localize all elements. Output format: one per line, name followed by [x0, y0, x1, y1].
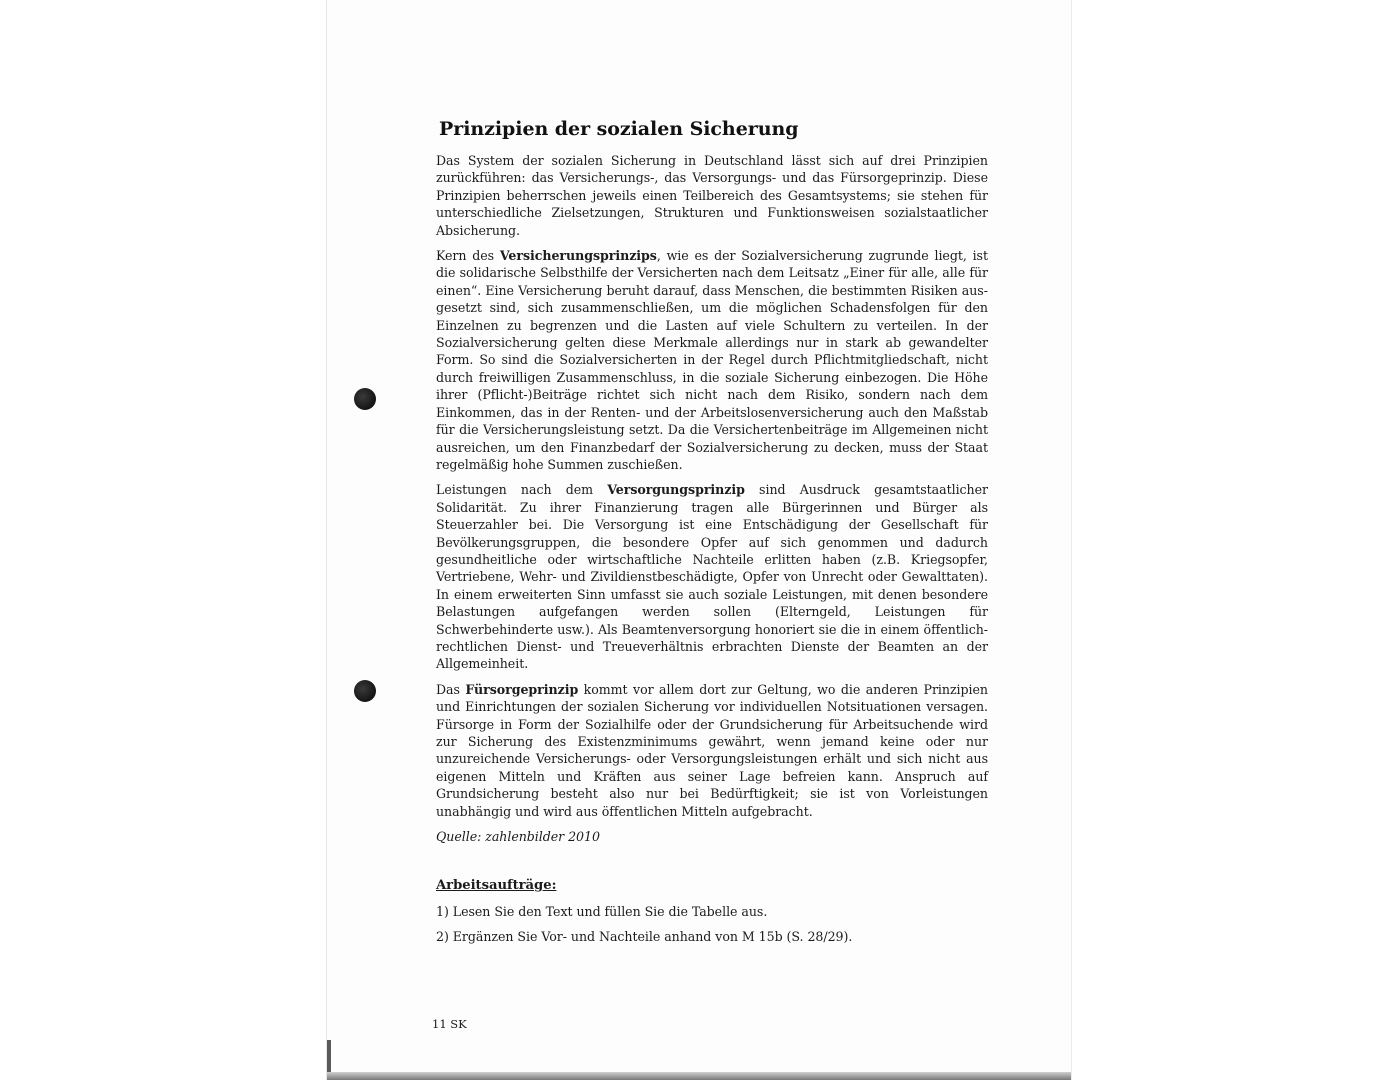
document-title: Prinzipien der sozialen Sicherung — [439, 118, 799, 140]
paper-bottom-shadow — [327, 1072, 1071, 1080]
task-item: 1) Lesen Sie den Text und füllen Sie die Tabelle aus. — [436, 903, 768, 919]
page-footer: 11 SK — [432, 1017, 467, 1031]
term-fuersorgeprinzip: Fürsorgeprinzip — [465, 681, 579, 697]
source-citation: Quelle: zahlenbilder 2010 — [436, 829, 600, 845]
document-body — [436, 116, 988, 954]
intro-paragraph: Das System der sozialen Sicherung in Deutschland lässt sich auf drei Prinzipien zurückführen: das Versicherungs-, das Versorgungs- und das Fürsorgeprinzip. Diese Prinzipien beherrschen jeweils einen Teilbereich des Gesamtsystems; sie stehen für unterschiedliche Zielsetzungen, Strukturen und Funktionsweisen sozialstaatlicher Absicherung. — [436, 153, 988, 238]
tasks-heading: Arbeitsaufträge: — [436, 878, 557, 894]
task-item: 2) Ergänzen Sie Vor- und Nachteile anhand von M 15b (S. 28/29). — [436, 929, 853, 945]
paragraph-lead: Das — [436, 681, 466, 697]
versicherung-paragraph — [436, 247, 988, 473]
fuersorge-paragraph — [436, 681, 988, 820]
paragraph-body: kommt vor allem dort zur Geltung, wo die anderen Prinzipien und Einrichtungen der sozialen Sicherung vor individuellen Notsituationen versagen. Fürsorge in Form der Sozialhilfe oder der Grundsicherung für Arbeitsuchende wird zur Sicherung des Existenzminimums gewährt, wenn jemand keine oder nur unzureichende Versicherungs- oder Versorgungsleistungen erhält und sich nicht aus eigenen Mitteln und Kräften aus seiner Lage befreien kann. Anspruch auf Grundsicherung besteht also nur bei Bedürftigkeit; sie ist von Vorleistungen unabhängig und wird aus öffentlichen Mitteln aufgebracht. — [436, 681, 988, 819]
paragraph-body: , wie es der Sozialversicherung zugrunde liegt, ist die solidarische Selbsthilfe der Versicherten nach dem Leitsatz „Einer für alle, alle für einen“. Eine Versicherung beruht darauf, dass Menschen, die bestimmten Risiken ausgesetzt sind, sich zusammenschließen, um die möglichen Schadensfolgen für den Einzelnen zu begrenzen und die Lasten auf viele Schultern zu verteilen. In der Sozialversicherung gelten diese Merkmale allerdings nur in stark ab gewandelter Form. So sind die Sozialversicherten in der Regel durch Pflichtmitgliedschaft, nicht durch freiwilligen Zusammenschluss, in die soziale Sicherung einbezogen. Die Höhe ihrer (Pflicht-)Beiträge richtet sich nicht nach dem Risiko, sondern nach dem Einkommen, das in der Renten- und der Arbeitslosenversicherung auch den Maßstab für die Versicherungsleistung setzt. Da die Versichertenbeiträge im Allgemeinen nicht ausreichen, um den Finanzbedarf der Sozialversicherung zu decken, muss der Staat regelmäßig hohe Summen zuschießen. — [436, 248, 988, 472]
paragraph-lead: Leistungen nach dem — [436, 482, 608, 498]
versorgung-paragraph — [436, 481, 988, 672]
term-versorgungsprinzip: Versorgungsprinzip — [607, 482, 745, 498]
paragraph-body: sind Ausdruck gesamtstaatlicher Solidarität. Zu ihrer Finanzierung tragen alle Bürgerinnen und Bürger als Steuerzahler bei. Die Versorgung ist eine Entschädigung der Gesellschaft für Bevölkerungsgruppen, die besondere Opfer auf sich genommen und dadurch gesundheitliche oder wirtschaftliche Nachteile erlitten haben (z.B. Kriegsopfer, Vertriebene, Wehr- und Zivildienstbeschädigte, Opfer von Unrecht oder Gewalttaten). In einem erweiterten Sinn umfasst sie auch soziale Leistungen, mit denen besondere Belastungen aufgefangen werden sollen (Elterngeld, Leistungen für Schwerbehinderte usw.). Als Beamtenversorgung honoriert sie die in einem öffentlich-rechtlichen Dienst- und Treueverhältnis erbrachten Dienste der Beamten an der Allgemeinheit. — [436, 482, 988, 672]
punch-hole — [354, 680, 376, 702]
punch-hole — [354, 388, 376, 410]
term-versicherungsprinzip: Versicherungsprinzips — [499, 248, 657, 264]
paragraph-lead: Kern des — [436, 248, 500, 264]
